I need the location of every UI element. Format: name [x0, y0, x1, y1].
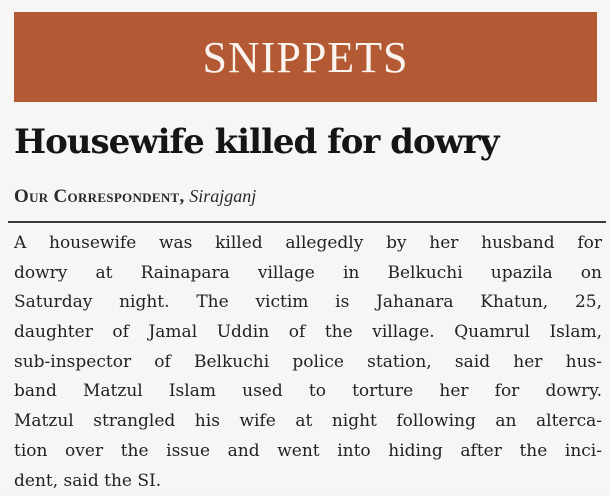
article-body-line: dent, said the SI.: [14, 467, 602, 496]
article-body-line: daughter of Jamal Uddin of the village. Quamrul Islam,: [14, 318, 602, 348]
article-body-line: A housewife was killed allegedly by her husband for: [14, 229, 602, 259]
byline-correspondent: Our Correspondent,: [14, 186, 185, 207]
article-body: [14, 229, 602, 496]
article-byline: [14, 186, 256, 208]
article-body-line: dowry at Rainapara village in Belkuchi upazila on: [14, 259, 602, 289]
section-banner: [14, 12, 597, 102]
section-banner-label: SNIPPETS: [202, 32, 408, 83]
article-body-line: Matzul strangled his wife at night following an alterca-: [14, 407, 602, 437]
article-body-line: Saturday night. The victim is Jahanara Khatun, 25,: [14, 288, 602, 318]
article-body-line: sub-inspector of Belkuchi police station, said her hus-: [14, 348, 602, 378]
divider-rule: [8, 221, 606, 223]
article-headline: Housewife killed for dowry: [14, 122, 499, 162]
byline-location: Sirajganj: [189, 186, 256, 206]
article-body-line: band Matzul Islam used to torture her for dowry.: [14, 377, 602, 407]
article-body-line: tion over the issue and went into hiding after the inci-: [14, 437, 602, 467]
